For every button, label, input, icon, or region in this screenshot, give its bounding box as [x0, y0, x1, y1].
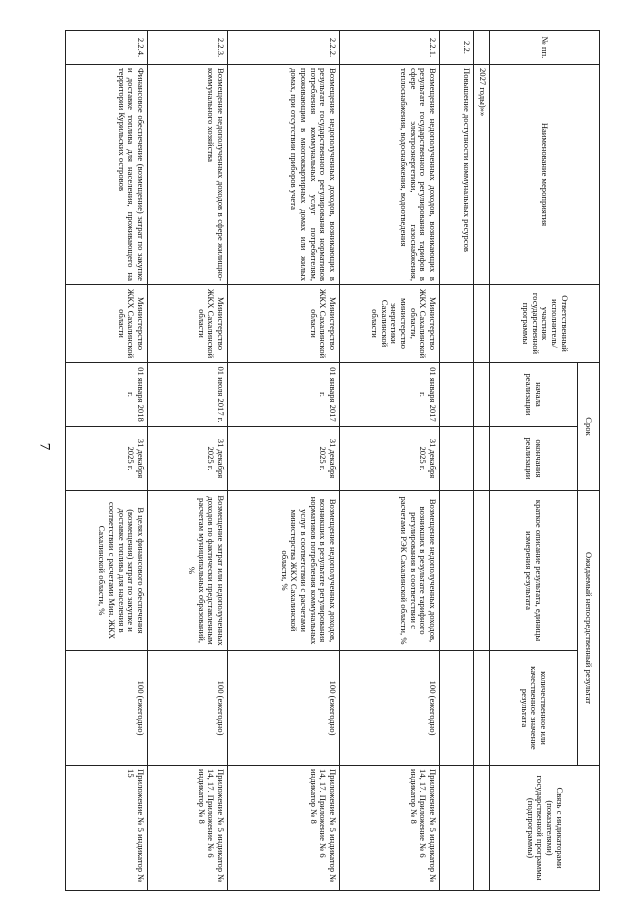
row-result-value: 100 (ежегодно) [340, 651, 440, 766]
row-activity-name: Возмещение недополученных доходов в сфере жилищно-коммунального хозяйства [148, 65, 228, 285]
row-result-value: 100 (ежегодно) [228, 651, 340, 766]
row-result-description: Возмещение затрат или недополученных доходов по фактически представленным расчетам муниципальных образований, % [148, 491, 228, 651]
row-end-date: 31 декабря 2025 г. [228, 427, 340, 491]
row-result-description: В целях финансового обеспечения (возмещения) затрат по закупке и доставке топлива для населения в соответствии с расчетами Мин. ЖКХ Сахалинской области, % [66, 491, 148, 651]
carry-over-text: 2027 годы)»» [474, 65, 490, 285]
row-number: 2.2.1. [340, 31, 440, 65]
row-activity-name: Финансовое обеспечение (возмещение) затрат по закупке и доставке топлива для населения, проживающего на территории Курильских островов [66, 65, 148, 285]
header-activity-name: Наименование мероприятия [490, 65, 600, 285]
header-indicator-link: Связь с индикаторами (показателями) государственной программы (подпрограммы) [490, 766, 600, 891]
header-term: Срок [578, 363, 600, 491]
table-row [148, 31, 228, 891]
row-start-date: 01 июля 2017 г. [148, 363, 228, 427]
row-executor: Министерство ЖКХ Сахалинской области [228, 285, 340, 363]
table-row [340, 31, 440, 891]
row-number: 2.2.4. [66, 31, 148, 65]
row-result-value: 100 (ежегодно) [66, 651, 148, 766]
header-term-start: начала реализации [490, 363, 578, 427]
header-result-description: краткое описание результата, единицы измерения результата [490, 491, 578, 651]
table-row [66, 31, 148, 891]
header-number: № пп. [490, 31, 600, 65]
header-expected-result: Ожидаемый непосредственный результат [578, 491, 600, 766]
program-activities-table [65, 30, 600, 891]
row-start-date: 01 января 2018 г. [66, 363, 148, 427]
row-executor: Министерство ЖКХ Сахалинской области [148, 285, 228, 363]
row-start-date: 01 января 2017 г. [340, 363, 440, 427]
carry-over-row [474, 31, 490, 891]
row-result-description: Возмещение недополученных доходов, возникших в результате тарифного регулирования в соответствии с расчетами РЭК Сахалинской области, % [340, 491, 440, 651]
section-row [440, 31, 474, 891]
carry-over-num [474, 31, 490, 65]
row-activity-name: Возмещение недополученных доходов, возникающих в результате государственного регулирования тарифов в сфере электроэнергетики, газоснабжения, теплоснабжения, водоснабжения, водоотведения [340, 65, 440, 285]
header-result-value: количественное или качественное значение результата [490, 651, 578, 766]
row-start-date: 01 января 2017 г. [228, 363, 340, 427]
row-result-description: Возмещение недополученных доходов, возникших в результате регулирования нормативов потребления коммунальных услуг в соответствии с расчетами министерства ЖКХ Сахалинской области, % [228, 491, 340, 651]
row-indicator-link: Приложение № 5 индикатор № 15 [66, 766, 148, 891]
section-name: Повышение доступности коммунальных ресурсов [440, 65, 474, 285]
row-indicator-link: Приложение № 5 индикатор № 14, 17. Приложение № 6 индикатор № 8 [148, 766, 228, 891]
row-number: 2.2.3. [148, 31, 228, 65]
row-executor: Министерство ЖКХ Сахалинской области [66, 285, 148, 363]
header-executor: Ответственный исполнитель/участник государственной программы [490, 285, 600, 363]
row-executor: Министерство ЖКХ Сахалинской области, министерство энергетики Сахалинской области [340, 285, 440, 363]
row-indicator-link: Приложение № 5 индикатор № 14, 17. Приложение № 6 индикатор № 8 [340, 766, 440, 891]
row-end-date: 31 декабря 2025 г. [340, 427, 440, 491]
page-number: 7 [36, 442, 53, 451]
section-number: 2.2. [440, 31, 474, 65]
rotated-page-content [80, 30, 600, 890]
row-result-value: 100 (ежегодно) [148, 651, 228, 766]
row-activity-name: Возмещение недополученных доходов, возникающих в результате государственного регулирования нормативов потребления коммунальных услуг потребителям, проживающим в многоквартирных домах или жилых домах, при отсутствии приборов учета [228, 65, 340, 285]
header-term-end: окончания реализации [490, 427, 578, 491]
row-end-date: 31 декабря 2025 г. [66, 427, 148, 491]
row-indicator-link: Приложение № 5 индикатор № 14, 17. Приложение № 6 индикатор № 8 [228, 766, 340, 891]
table-row [228, 31, 340, 891]
row-number: 2.2.2. [228, 31, 340, 65]
row-end-date: 31 декабря 2025 г. [148, 427, 228, 491]
